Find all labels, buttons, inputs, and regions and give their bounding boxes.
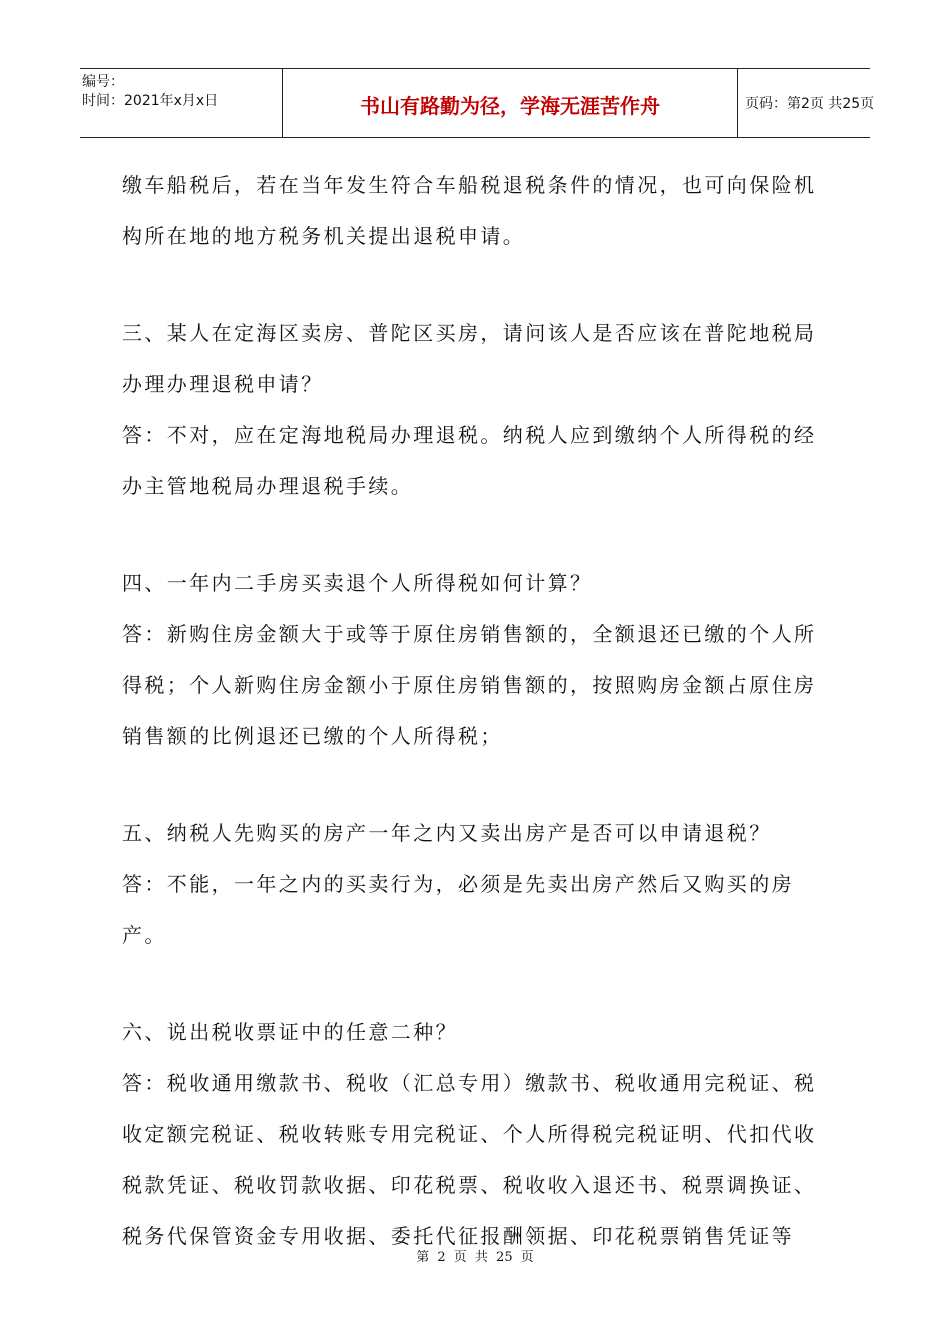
- header-page-cell: [737, 69, 875, 137]
- paragraph-line: 构所在地的地方税务机关提出退税申请。: [122, 224, 526, 248]
- header-left-cell: [80, 69, 282, 137]
- answer-5: 答：不能，一年之内的买卖行为，必须是先卖出房产然后又购买的房产。: [122, 872, 794, 947]
- header-motto-cell: [282, 69, 738, 137]
- paragraph-line: 缴车船税后，若在当年发生符合车船税退税条件的情况，也可向保险机: [122, 173, 817, 197]
- answer-4: 答：新购住房金额大于或等于原住房销售额的，全额退还已缴的个人所: [122, 622, 817, 646]
- page-info: 页码：第2页 共25页: [745, 96, 875, 112]
- answer-4: 销售额的比例退还已缴的个人所得税；: [122, 724, 503, 748]
- answer-6: 税务代保管资金专用收据、委托代征报酬领据、印花税票销售凭证等: [122, 1224, 794, 1248]
- document-body: [122, 160, 834, 1262]
- time-label: 时间：2021年x月x日: [82, 93, 219, 109]
- question-6: 六、说出税收票证中的任意二种？: [122, 1020, 458, 1044]
- answer-3: 办主管地税局办理退税手续。: [122, 474, 414, 498]
- motto-text: 书山有路勤为径，学海无涯苦作舟: [360, 94, 660, 118]
- question-3: 三、某人在定海区卖房、普陀区买房，请问该人是否应该在普陀地税局: [122, 321, 817, 345]
- page-header: [80, 68, 875, 138]
- answer-3: 答：不对，应在定海地税局办理退税。纳税人应到缴纳个人所得税的经: [122, 423, 817, 447]
- answer-4: 得税；个人新购住房金额小于原住房销售额的，按照购房金额占原住房: [122, 673, 817, 697]
- question-4: 四、一年内二手房买卖退个人所得税如何计算？: [122, 571, 593, 595]
- answer-6: 答：税收通用缴款书、税收（汇总专用）缴款书、税收通用完税证、税: [122, 1071, 817, 1095]
- question-3: 办理办理退税申请？: [122, 372, 324, 396]
- answer-6: 收定额完税证、税收转账专用完税证、个人所得税完税证明、代扣代收: [122, 1122, 817, 1146]
- answer-6: 税款凭证、税收罚款收据、印花税票、税收收入退还书、税票调换证、: [122, 1173, 817, 1197]
- number-label: 编号：: [82, 74, 124, 90]
- question-5: 五、纳税人先购买的房产一年之内又卖出房产是否可以申请退税？: [122, 821, 772, 845]
- page-footer: 第 2 页 共 25 页: [416, 1250, 534, 1265]
